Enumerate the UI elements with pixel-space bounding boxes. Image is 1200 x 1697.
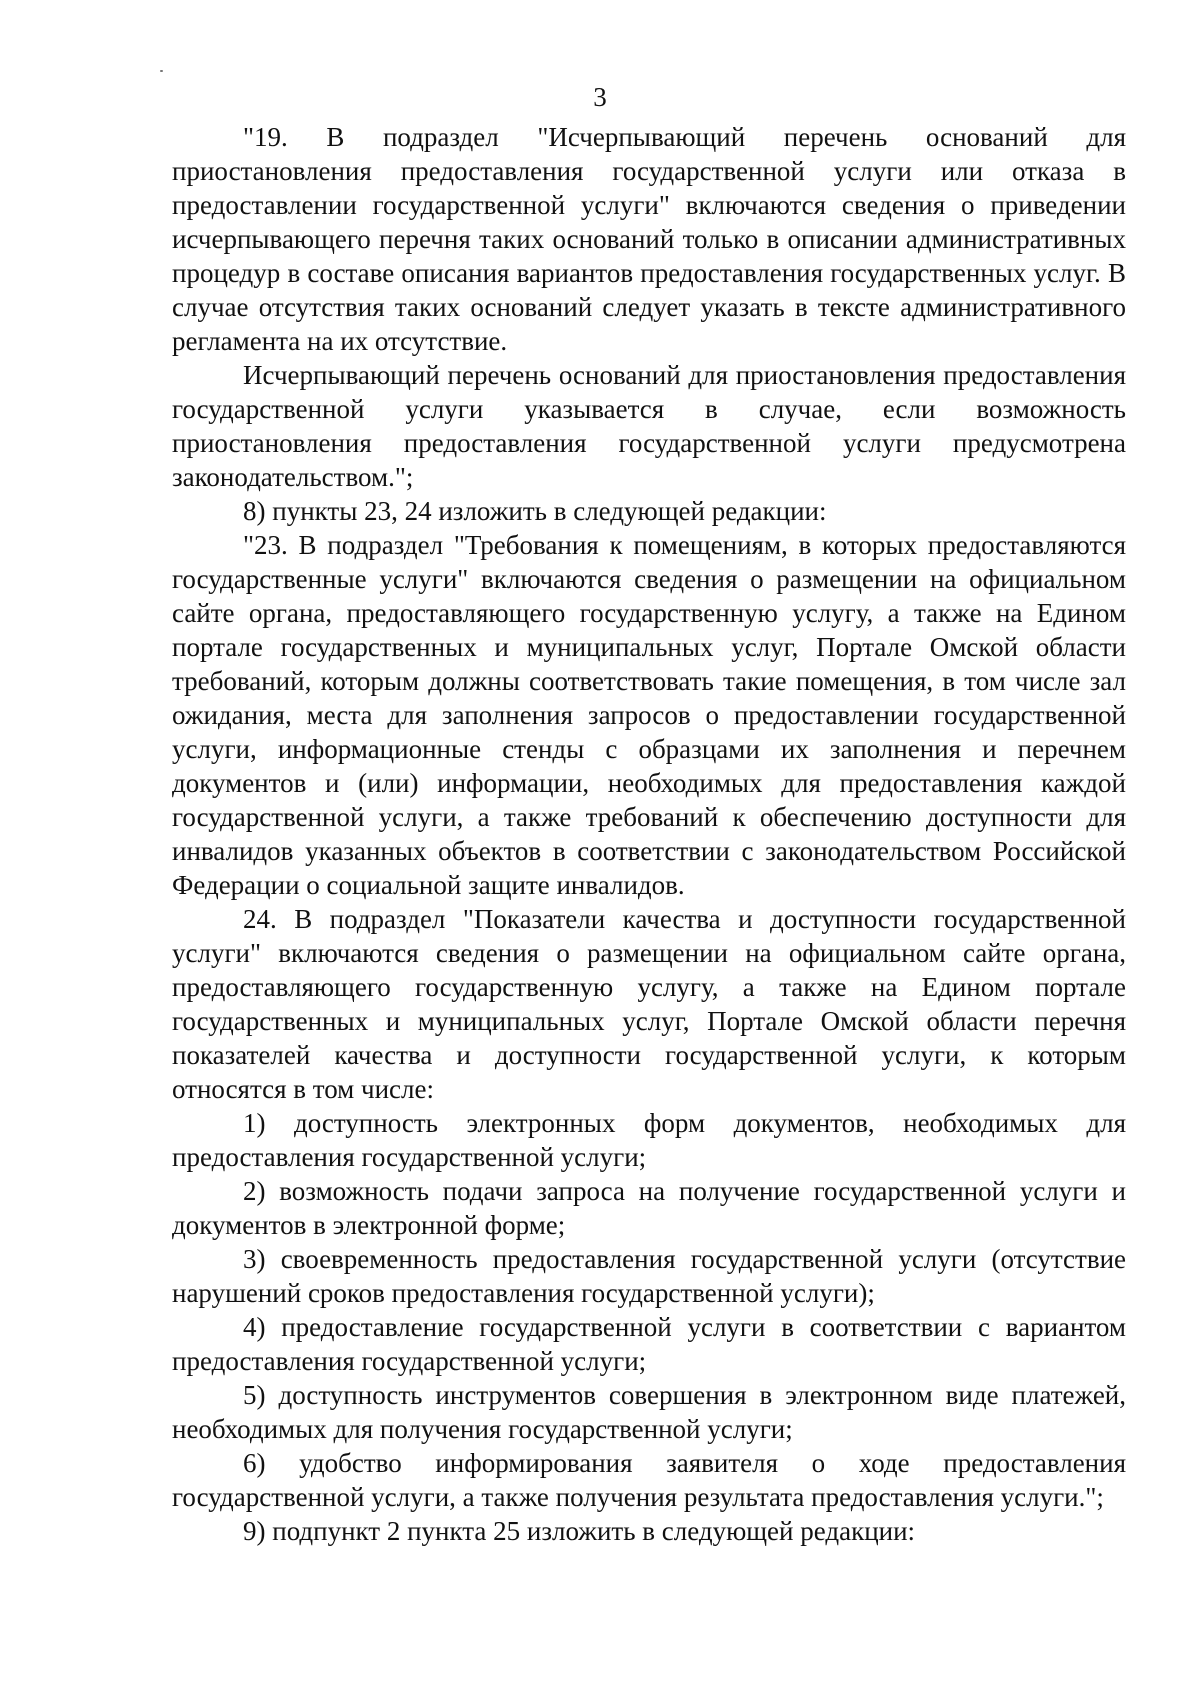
document-body	[172, 120, 1126, 1548]
list-item-6: 6) удобство информирования заявителя о ходе предоставления государственной услуги, а также получения результата предоставления услуги.";	[172, 1448, 1126, 1512]
paragraph-item-8: 8) пункты 23, 24 изложить в следующей редакции:	[243, 496, 827, 526]
list-item-1: 1) доступность электронных форм документов, необходимых для предоставления государственной услуги;	[172, 1108, 1126, 1172]
list-item-5: 5) доступность инструментов совершения в электронном виде платежей, необходимых для получения государственной услуги;	[172, 1380, 1126, 1444]
list-item-3: 3) своевременность предоставления государственной услуги (отсутствие нарушений сроков предоставления государственной услуги);	[172, 1244, 1126, 1308]
paragraph-23: "23. В подраздел "Требования к помещениям, в которых предоставляются государственные услуги" включаются сведения о размещении на официальном сайте органа, предоставляющего государственную услугу, а также на Едином портале государственных и муниципальных услуг, Портале Омской области требований, которым должны соответствовать такие помещения, в том числе зал ожидания, места для заполнения запросов о предоставлении государственной услуги, информационные стенды с образцами их заполнения и перечнем документов и (или) информации, необходимых для предоставления каждой государственной услуги, а также требований к обеспечению доступности для инвалидов указанных объектов в соответствии с законодательством Российской Федерации о социальной защите инвалидов.	[172, 530, 1126, 900]
paragraph-item-9: 9) подпункт 2 пункта 25 изложить в следующей редакции:	[243, 1516, 916, 1546]
paragraph-19: "19. В подраздел "Исчерпывающий перечень оснований для приостановления предоставления государственной услуги или отказа в предоставлении государственной услуги" включаются сведения о приведении исчерпывающего перечня таких оснований только в описании административных процедур в составе описания вариантов предоставления государственных услуг. В случае отсутствия таких оснований следует указать в тексте административного регламента на их отсутствие.	[172, 122, 1126, 356]
paragraph-24: 24. В подраздел "Показатели качества и доступности государственной услуги" включаются сведения о размещении на официальном сайте органа, предоставляющего государственную услугу, а также на Едином портале государственных и муниципальных услуг, Портале Омской области перечня показателей качества и доступности государственной услуги, к которым относятся в том числе:	[172, 904, 1126, 1104]
list-item-4: 4) предоставление государственной услуги в соответствии с вариантом предоставления государственной услуги;	[172, 1312, 1126, 1376]
list-item-2: 2) возможность подачи запроса на получение государственной услуги и документов в электронной форме;	[172, 1176, 1126, 1240]
scan-speck	[160, 70, 163, 72]
paragraph-suspension-grounds: Исчерпывающий перечень оснований для приостановления предоставления государственной услуги указывается в случае, если возможность приостановления предоставления государственной услуги предусмотрена законодательством.";	[172, 360, 1126, 492]
page-number: 3	[593, 82, 607, 112]
